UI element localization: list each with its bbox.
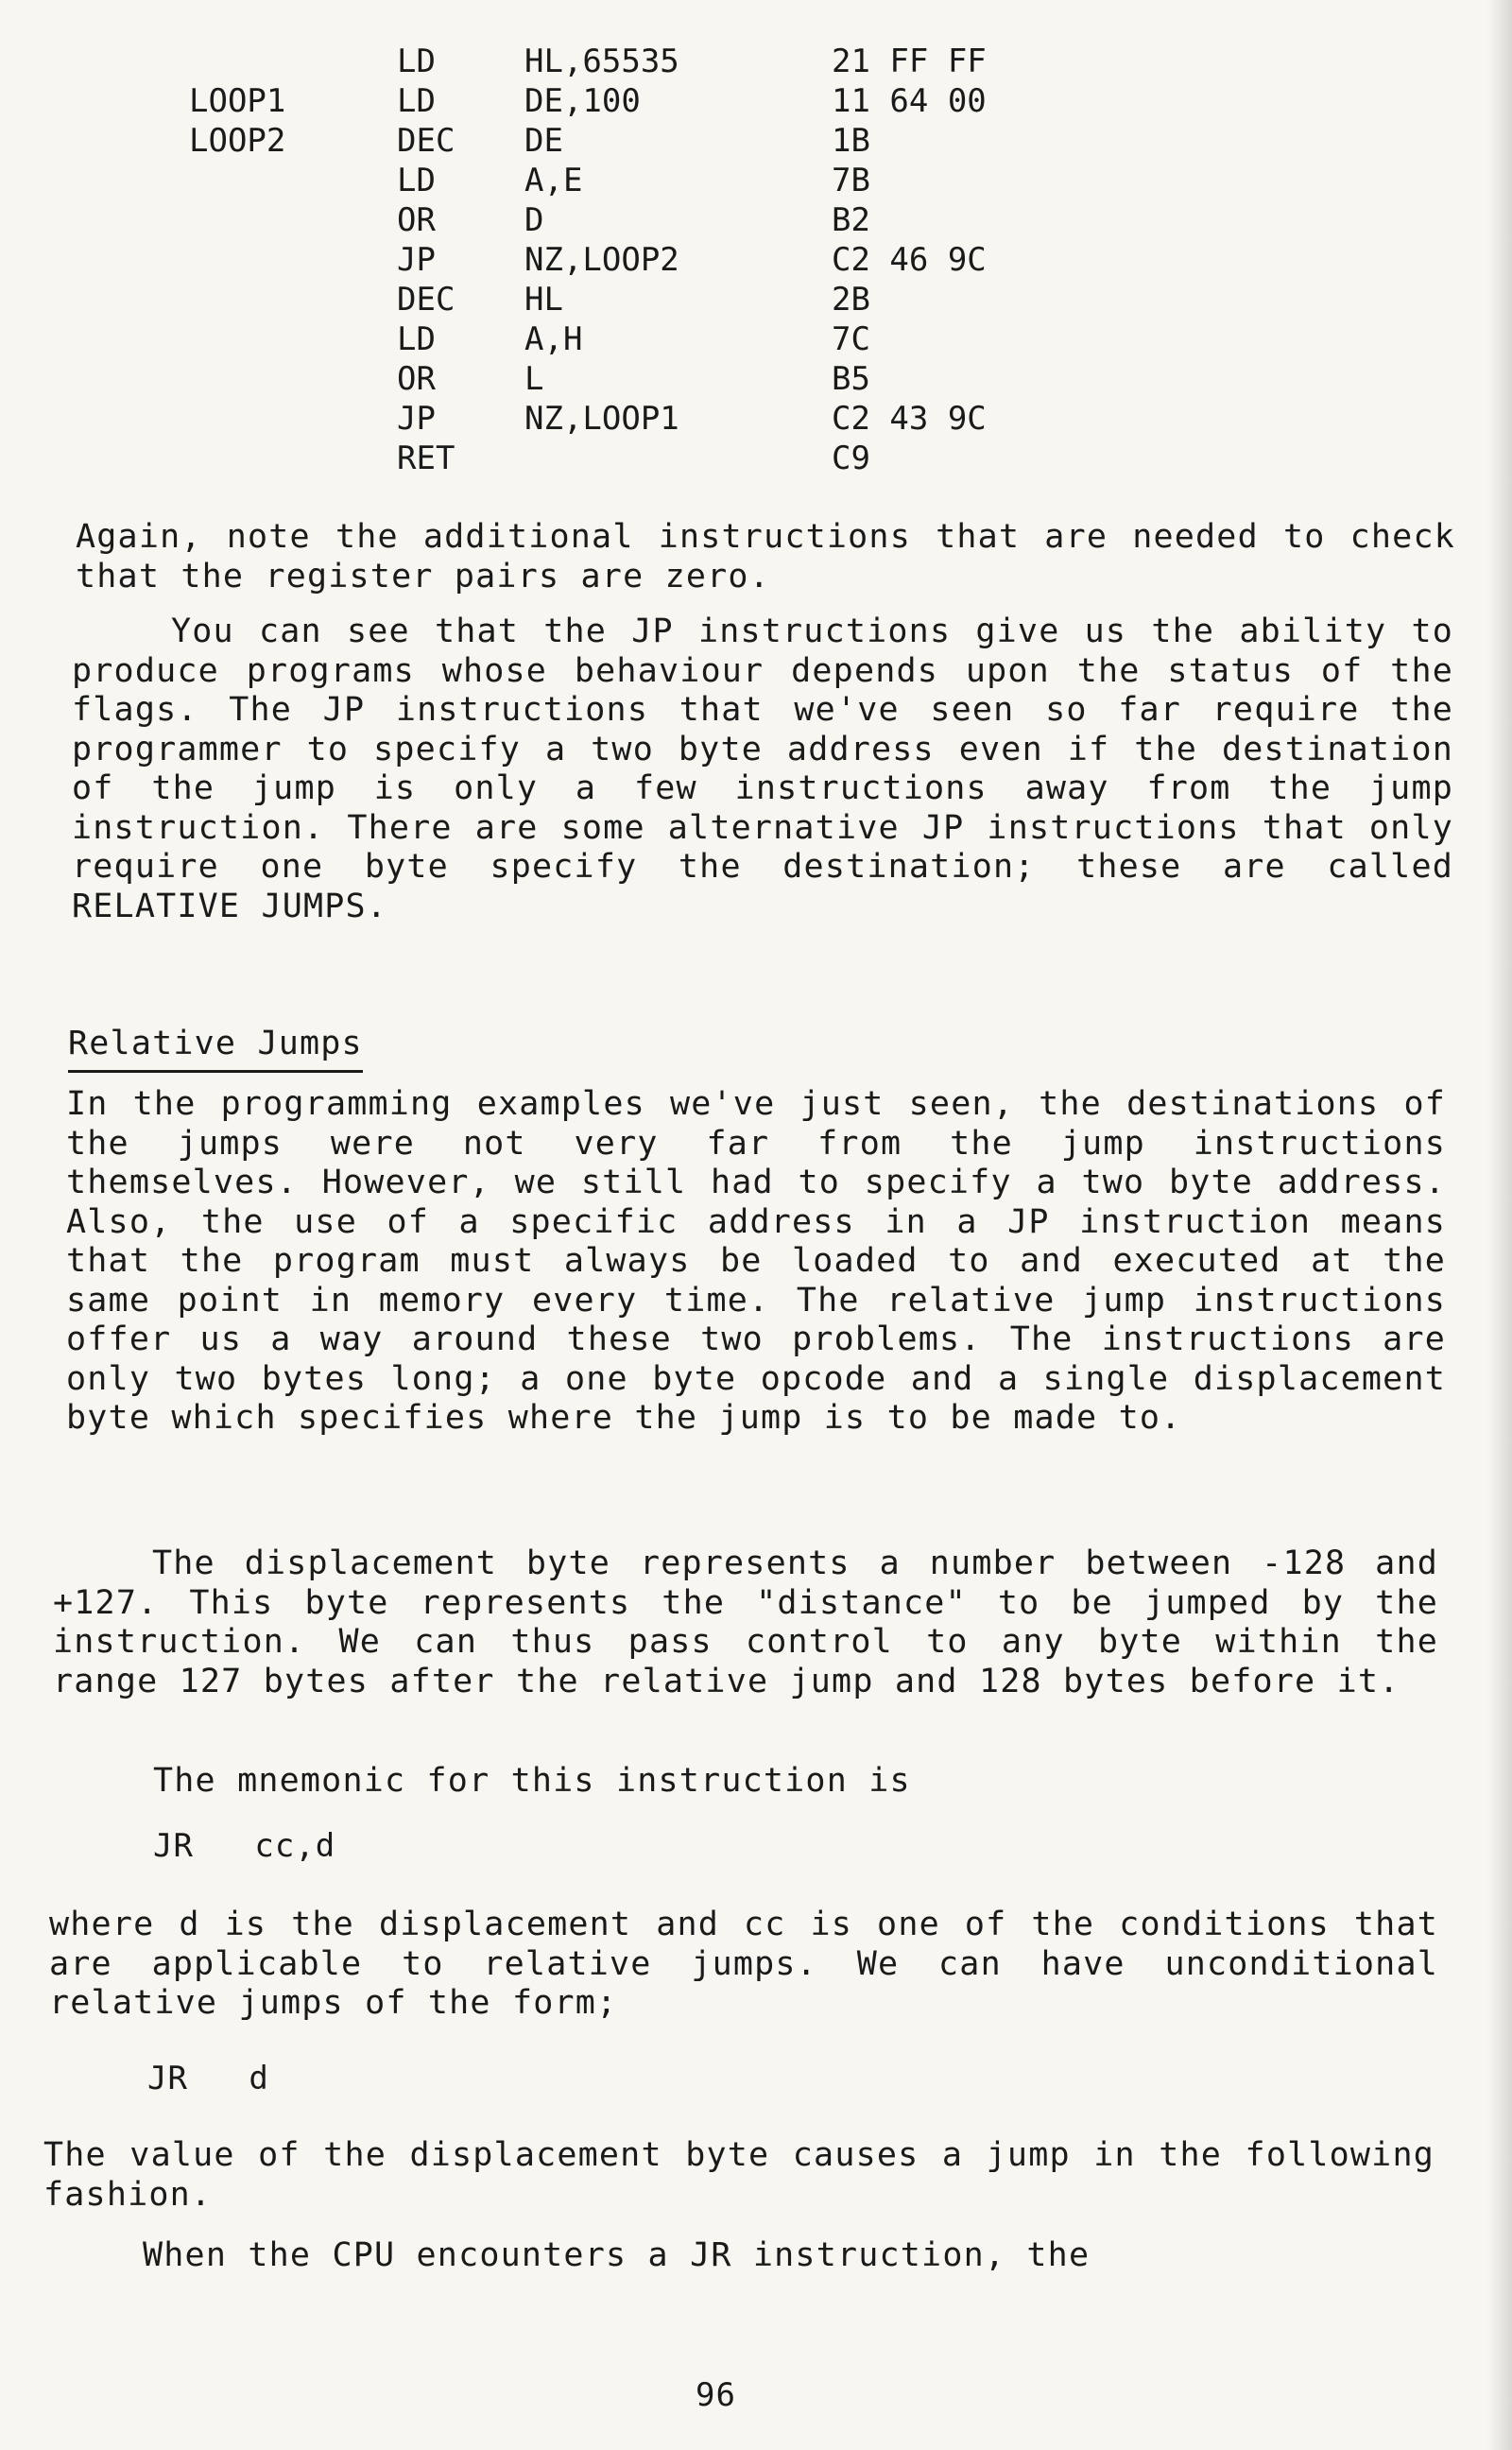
code-operand: NZ,LOOP2 [524, 241, 679, 279]
code-operand: DE [524, 122, 563, 160]
code-line [189, 399, 1134, 439]
paragraph-conditions: where d is the displacement and cc is one of the conditions that are applicable to relative jumps. We can have unconditional relative jumps of the form; [49, 1906, 1438, 2022]
code-line [189, 359, 1134, 399]
section-heading-relative-jumps: Relative Jumps [68, 1023, 363, 1073]
code-opcode: LD [397, 162, 436, 199]
code-line [189, 280, 1134, 319]
code-line [189, 121, 1134, 161]
code-operand: NZ,LOOP1 [524, 400, 679, 438]
paragraph-displacement-byte: The displacement byte represents a number between -128 and +127. This byte represents the "distance" to be jumped by the instruction. We can thus pass control to any byte within the range 127 bytes after the relative jump and 128 bytes before it. [53, 1544, 1438, 1700]
syntax-jr-unconditional: JR d [147, 2060, 269, 2097]
code-hex: 7C [832, 320, 870, 358]
code-opcode: LD [397, 320, 436, 358]
page-edge-shadow [1487, 0, 1512, 2450]
code-line [189, 319, 1134, 359]
code-hex: B5 [832, 360, 870, 398]
code-hex: C9 [832, 440, 870, 477]
syntax-jr-conditional: JR cc,d [153, 1827, 336, 1865]
code-label: LOOP2 [189, 122, 286, 160]
paragraph-displacement-effect: The value of the displacement byte causes a jump in the following fashion. [43, 2136, 1435, 2214]
code-operand: A,H [524, 320, 583, 358]
code-line [189, 439, 1134, 478]
code-opcode: LD [397, 82, 436, 120]
code-hex: C2 43 9C [832, 400, 987, 438]
code-hex: 21 FF FF [832, 43, 987, 80]
assembly-listing [189, 42, 1134, 478]
code-opcode: LD [397, 43, 436, 80]
page-number: 96 [696, 2376, 736, 2414]
code-operand: HL,65535 [524, 43, 679, 80]
paragraph-mnemonic: The mnemonic for this instruction is [153, 1762, 911, 1800]
code-operand: L [524, 360, 544, 398]
paragraph-jp-instructions: You can see that the JP instructions give us the ability to produce programs whose behaviour depends upon the status of the flags. The JP instructions that we've seen so far require the programmer to specify a two byte address even if the destination of the jump is only a few instructions away from the jump instruction. There are some alternative JP instructions that only require one byte specify the destination; these are called RELATIVE JUMPS. [72, 612, 1453, 925]
code-line [189, 200, 1134, 240]
code-line [189, 161, 1134, 200]
code-hex: C2 46 9C [832, 241, 987, 279]
code-operand: DE,100 [524, 82, 641, 120]
code-hex: 2B [832, 281, 870, 319]
code-opcode: JP [397, 400, 436, 438]
code-label: LOOP1 [189, 82, 286, 120]
code-line [189, 240, 1134, 280]
code-line [189, 42, 1134, 81]
paragraph-relative-jumps-intro: In the programming examples we've just seen, the destinations of the jumps were not very far from the jump instructions themselves. However, we still had to specify a two byte address. Also, the use of a specific address in a JP instruction means that the program must always be loaded to and executed at the same point in memory every time. The relative jump instructions offer us a way around these two problems. The instructions are only two bytes long; a one byte opcode and a single displacement byte which specifies where the jump is to be made to. [66, 1085, 1446, 1437]
code-hex: 1B [832, 122, 870, 160]
code-opcode: JP [397, 241, 436, 279]
code-hex: B2 [832, 201, 870, 239]
code-operand: HL [524, 281, 563, 319]
code-hex: 7B [832, 162, 870, 199]
code-operand: D [524, 201, 544, 239]
code-opcode: DEC [397, 122, 455, 160]
paragraph-cpu-encounters: When the CPU encounters a JR instruction, the [143, 2236, 1091, 2274]
code-opcode: OR [397, 201, 436, 239]
code-opcode: RET [397, 440, 455, 477]
paragraph-register-check: Again, note the additional instructions that are needed to check that the register pairs are zero. [76, 518, 1455, 595]
code-operand: A,E [524, 162, 583, 199]
code-line [189, 81, 1134, 121]
code-opcode: OR [397, 360, 436, 398]
code-opcode: DEC [397, 281, 455, 319]
code-hex: 11 64 00 [832, 82, 987, 120]
